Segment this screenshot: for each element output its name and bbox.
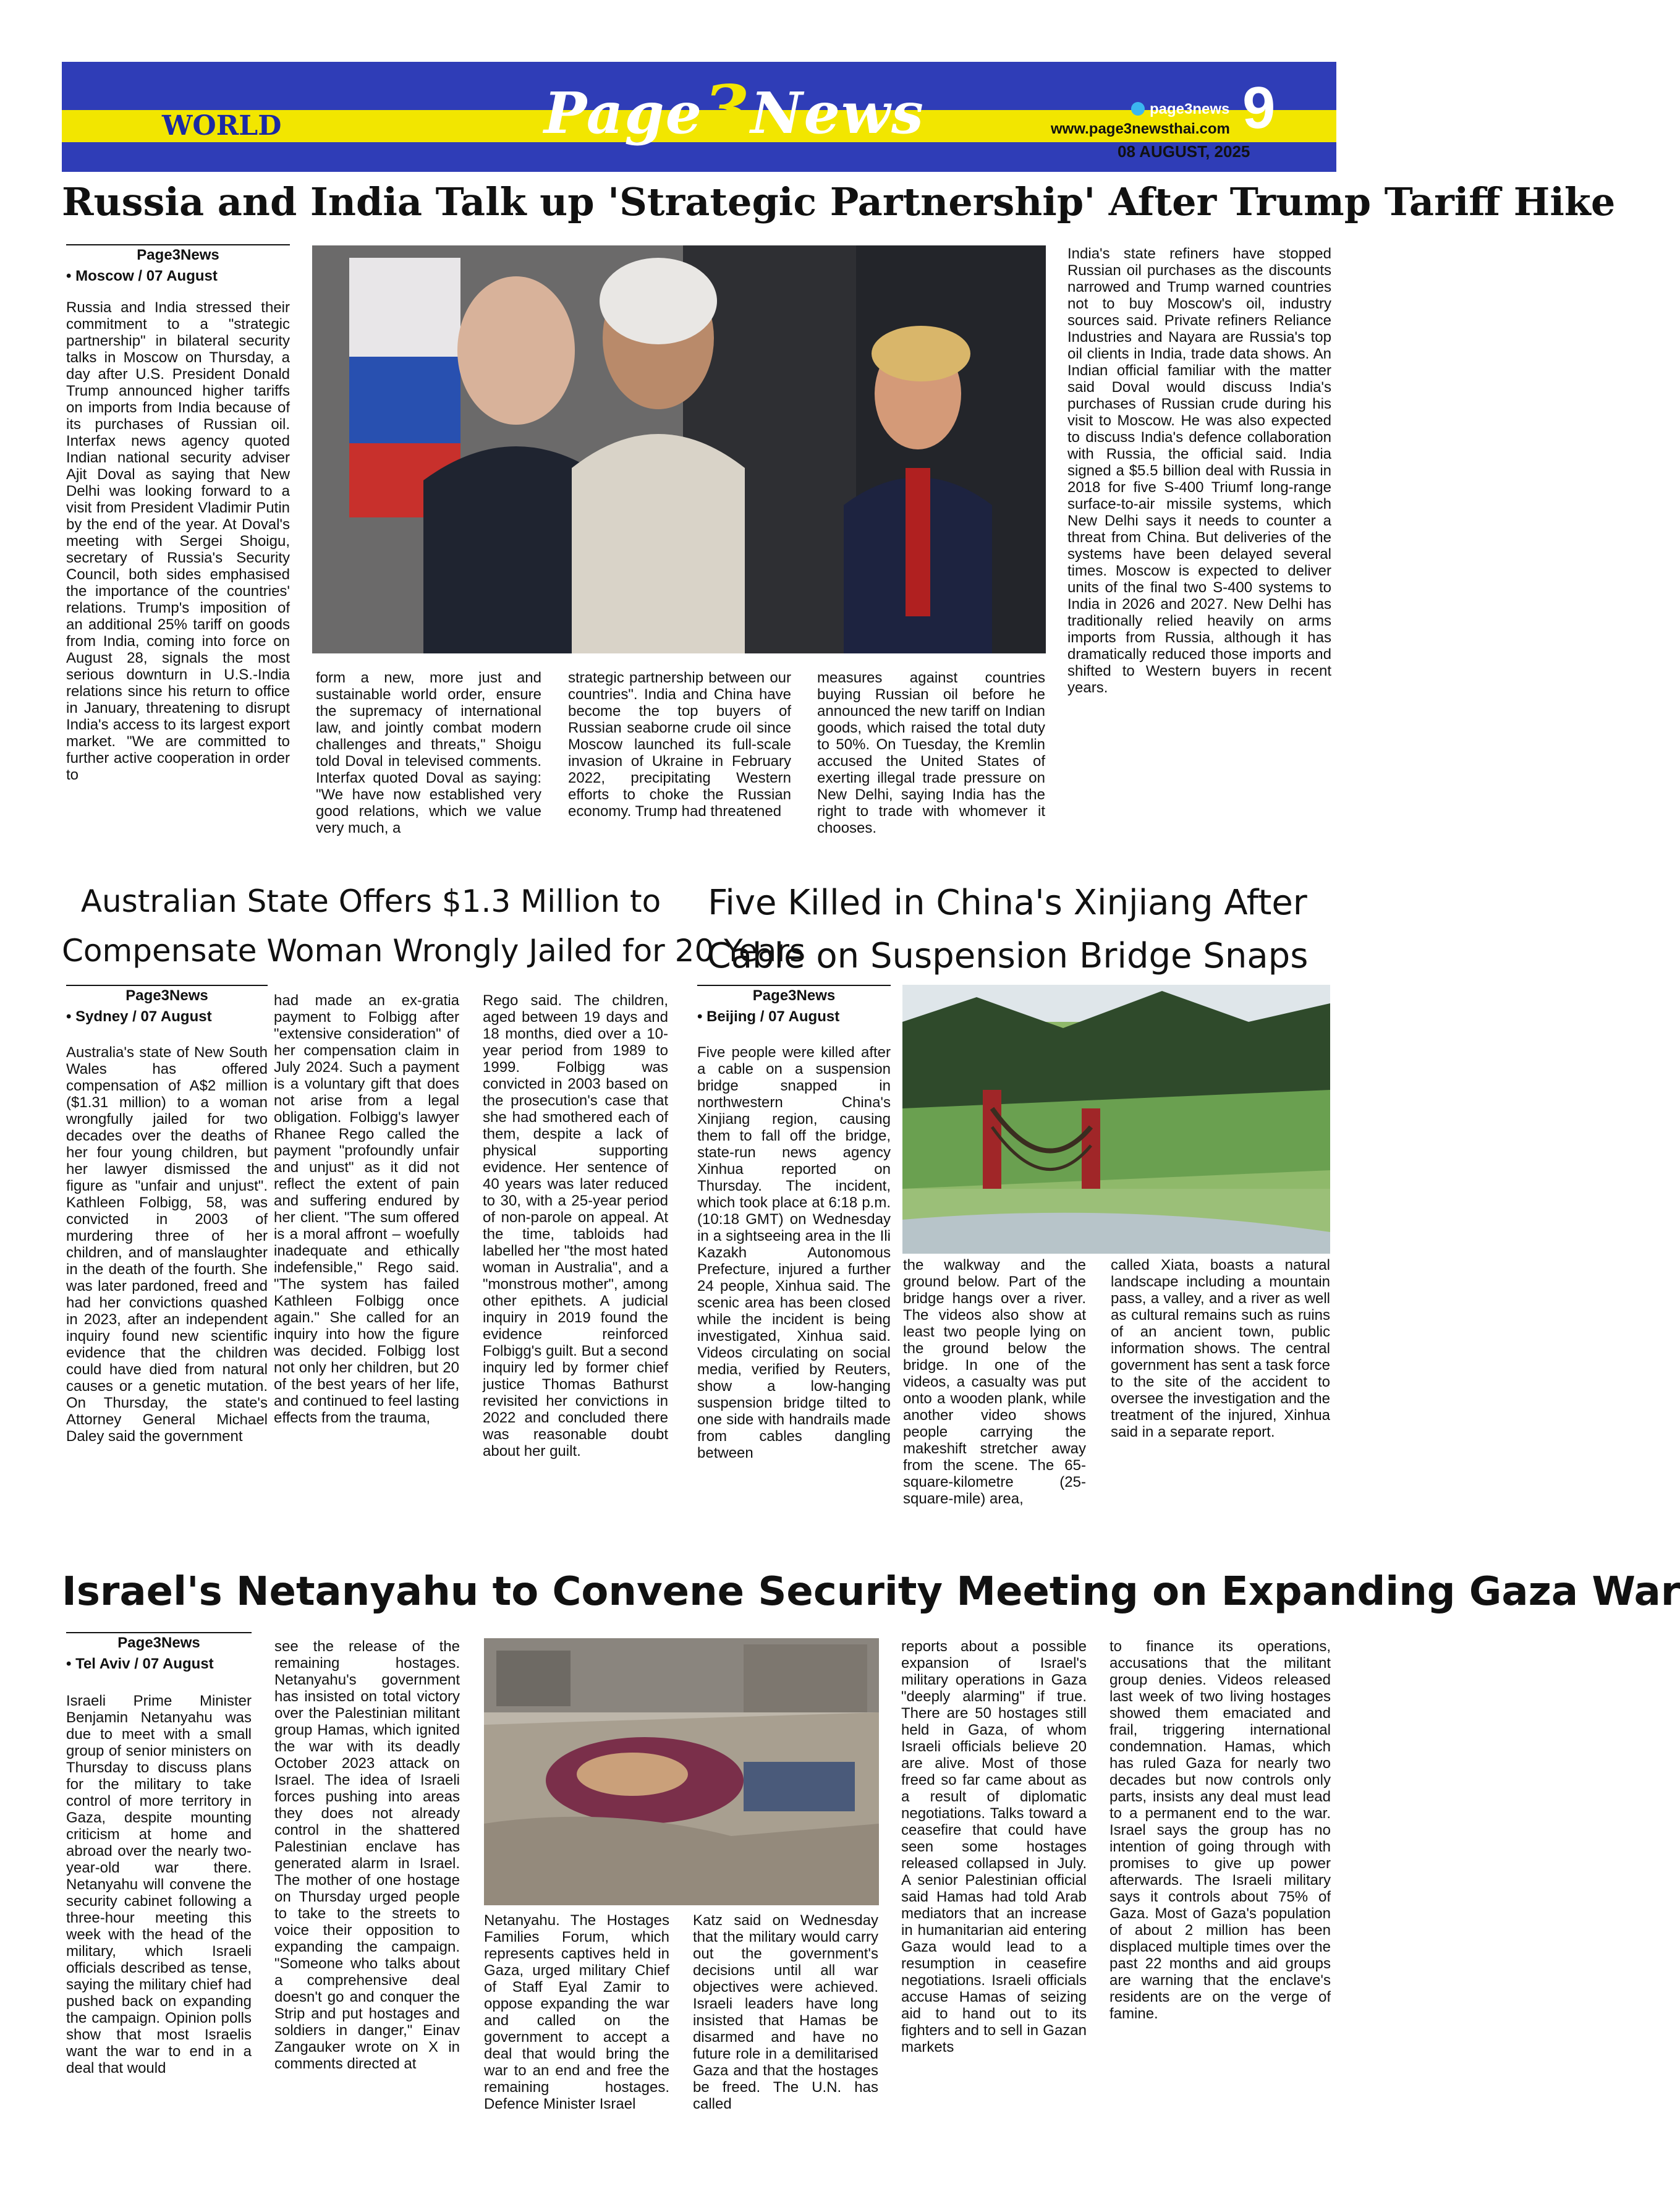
article4-column-6: to finance its operations, accusations that the militant group denies. Videos released last week of two living hostages showed them emaciated and frail, triggering international condemnation. Hamas, which has ruled Gaza for nearly two decades but now controls only parts, insists any deal must lead to a permanent end to the war. Israel says the group has no intention of going through with promises to give up power afterwards. The Israeli military says it controls about 75% of Gaza. Most of Gaza's population of about 2 million has been displaced multiple times over the past 22 months and aid groups are warning that the enclave's residents are on the verge of famine. bbox=[1109, 1638, 1331, 2022]
article2-column-3: Rego said. The children, aged between 19 days and 18 months, died over a 10-year period from 1989 to 1999. Folbigg was convicted in 2003 based on the prosecution's case that she had smothered each of them, despite a lack of physical supporting evidence. Her sentence of 40 years was later reduced to 30, with a 25-year period of non-parole on appeal. At the time, tabloids had labelled her "the most hated woman in Australia", and a "monstrous mother", among other epithets. A judicial inquiry in 2019 found the evidence reinforced Folbigg's guilt. But a second inquiry led by former chief justice Thomas Bathurst revisited her convictions in 2022 and concluded there was reasonable doubt about her guilt. bbox=[483, 992, 668, 1460]
article2-column-1: Australia's state of New South Wales has offered compensation of A$2 million ($1.31 million) to a woman wrongfully jailed for two decades over the deaths of her four young children, but her lawyer dismissed the figure as "unfair and unjust". Kathleen Folbigg, 58, was convicted in 2003 of murdering three of her children, and of manslaughter in the death of the fourth. She was later pardoned, freed and had her convictions quashed in 2023, after an independent inquiry found new scientific evidence that the children could have died from natural causes or a genetic mutation. On Thursday, the state's Attorney General Michael Daley said the government bbox=[66, 1044, 268, 1445]
article1-column-4: measures against countries buying Russian oil before he announced the new tariff on Indian goods, which raised the total duty to 50%. On Tuesday, the Kremlin accused the United States of exerting illegal trade pressure on New Delhi, saying India has the right to trade with whomever it chooses. bbox=[817, 670, 1045, 836]
photo-gaza-rubble bbox=[484, 1638, 879, 1905]
byline-article3: Page3News • Beijing / 07 August bbox=[697, 985, 891, 1026]
headline-xinjiang: Five Killed in China's Xinjiang After Cable on Suspension Bridge Snaps bbox=[706, 883, 1309, 976]
article1-column-1: Russia and India stressed their commitment to a "strategic partnership" in bilateral security talks in Moscow on Thursday, a day after U.S. President Donald Trump announced higher tariffs on imports from India because of its purchases of Russian oil. Interfax news agency quoted Indian national security adviser Ajit Doval as saying that New Delhi was looking forward to a visit from President Vladimir Putin by the end of the year. At Doval's meeting with Sergei Shoigu, secretary of Russia's Security Council, both sides emphasised the importance of the countries' relations. Trump's imposition of an additional 25% tariff on goods from India, coming into force on August 28, signals the most serious downturn in U.S.-India relations since his return to office in January, threatening to disrupt India's access to its largest export market. "We are committed to further active cooperation in order to bbox=[66, 299, 290, 783]
section-label: WORLD bbox=[162, 110, 282, 142]
article2-column-2: had made an ex-gratia payment to Folbigg after "extensive consideration" of her compensation claim in July 2024. Such a payment is a voluntary gift that does not arise from a legal obligation. Folbigg's lawyer Rhanee Rego called the payment "profoundly unfair and unjust" as it did not reflect the extent of pain and suffering endured by her client. "The sum offered is a moral affront – woefully inadequate and ethically indefensible," Rego said. "The system has failed Kathleen Folbigg once again." She called for an inquiry into how the figure was decided. Folbigg lost not only her children, but 20 of the best years of her life, and continued to feel lasting effects from the trauma, bbox=[274, 992, 459, 1426]
article4-column-3: Netanyahu. The Hostages Families Forum, which represents captives held in Gaza, urged military Chief of Staff Eyal Zamir to oppose expanding the war and called on the government to accept a deal that would bring the war to an end and free the remaining hostages. Defence Minister Israel bbox=[484, 1912, 669, 2112]
article4-column-1: Israeli Prime Minister Benjamin Netanyahu was due to meet with a small group of senior ministers on Thursday to discuss plans for the military to take control of more territory in Gaza, despite mounting criticism at home and abroad over the nearly two-year-old war there. Netanyahu will convene the security cabinet following a three-hour meeting this week with the head of the military, which Israeli officials described as tense, saying the military chief had pushed back on expanding the campaign. Opinion polls show that most Israelis want the war to end in a deal that would bbox=[66, 1693, 252, 2077]
headline-netanyahu: Israel's Netanyahu to Convene Security Meeting on Expanding Gaza War bbox=[62, 1569, 1680, 1615]
article3-column-3: called Xiata, boasts a natural landscape including a mountain pass, a valley, and a river as well as cultural remains such as ruins of an ancient town, public information shows. The central government has sent a task force to the site of the accident to oversee the investigation and the treatment of the injured, Xinhua said in a separate report. bbox=[1111, 1257, 1330, 1440]
article1-column-5: India's state refiners have stopped Russian oil purchases as the discounts narrowed and Trump warned countries not to buy Moscow's oil, industry sources said. Private refiners Reliance Industries and Nayara are Russia's top oil clients in India, trade data shows. An Indian official familiar with the matter said Doval would discuss India's purchases of Russian crude during his visit to Moscow. He was also expected to discuss India's defence collaboration with Russia, the official said. India signed a $5.5 billion deal with Russia in 2018 for five S-400 Triumf long-range surface-to-air missile systems, which New Delhi says it needs to counter a threat from China. But deliveries of the systems have been delayed several times. Moscow is expected to deliver units of the final two S-400 systems to India in 2026 and 2027. New Delhi has traditionally relied heavily on arms imports from Russia, although it has dramatically reduced those imports and shifted to Western buyers in recent years. bbox=[1067, 245, 1331, 696]
brand-logo: Page3News bbox=[544, 71, 925, 149]
article1-column-3: strategic partnership between our countries". India and China have become the top buyers of Russian seaborne crude oil since Moscow launched its full-scale invasion of Ukraine in February 2022, precipitating Western efforts to choke the Russian economy. Trump had threatened bbox=[568, 670, 791, 820]
photo-suspension-bridge bbox=[902, 985, 1330, 1254]
photo-putin-modi-trump bbox=[312, 245, 1046, 653]
article4-column-2: see the release of the remaining hostages. Netanyahu's government has insisted on total victory over the Palestinian militant group Hamas, which ignited the war with its deadly October 2023 attack on Israel. The idea of Israeli forces pushing into areas they does not already control in the shattered Palestinian enclave has generated alarm in Israel. The mother of one hostage on Thursday urged people to take to the streets to voice their opposition to expanding the campaign. "Someone who talks about a comprehensive deal doesn't go and conquer the Strip and put hostages and soldiers in danger," Einav Zangauker wrote on X in comments directed at bbox=[274, 1638, 460, 2072]
byline-article1: Page3News • Moscow / 07 August bbox=[66, 244, 290, 285]
byline-article2: Page3News • Sydney / 07 August bbox=[66, 985, 268, 1026]
facebook-icon bbox=[1131, 102, 1145, 116]
article1-column-2: form a new, more just and sustainable world order, ensure the supremacy of international law, and jointly combat modern challenges and threats," Shoigu told Doval in televised comments. Interfax quoted Doval as saying: "We have now established very good relations, which we value very much, a bbox=[316, 670, 541, 836]
headline-australia: Australian State Offers $1.3 Million to Compensate Woman Wrongly Jailed for 20 Years bbox=[62, 883, 806, 969]
byline-article4: Page3News • Tel Aviv / 07 August bbox=[66, 1632, 252, 1673]
headline-russia-india: Russia and India Talk up 'Strategic Partnership' After Trump Tariff Hike bbox=[62, 179, 1616, 224]
website-url: www.page3newsthai.com bbox=[1051, 121, 1230, 137]
article4-column-5: reports about a possible expansion of Israel's military operations in Gaza "deeply alarming" if true. There are 50 hostages still held in Gaza, of whom Israeli officials believe 20 are alive. Most of those freed so far came about as a result of diplomatic negotiations. Talks toward a ceasefire that could have seen some hostages released collapsed in July. A senior Palestinian official said Hamas had told Arab mediators that an increase in humanitarian aid entering Gaza would lead to a resumption in ceasefire negotiations. Israeli officials accuse Hamas of seizing aid to hand out to its fighters and to sell in Gazan markets bbox=[901, 1638, 1087, 2055]
article4-column-4: Katz said on Wednesday that the military would carry out the government's decisions until all war objectives were achieved. Israeli leaders have long insisted that Hamas be disarmed and have no future role in a demilitarised Gaza and that the hostages be freed. The U.N. has called bbox=[693, 1912, 878, 2112]
article3-column-2: the walkway and the ground below. Part of the bridge hangs over a river. The videos also show at least two people lying on the ground below the bridge. In one of the videos, a casualty was put onto a wooden plank, while another video shows people carrying the makeshift stretcher away from the scene. The 65-square-kilometre (25-square-mile) area, bbox=[903, 1257, 1086, 1507]
article3-column-1: Five people were killed after a cable on a suspension bridge snapped in northwestern China's Xinjiang region, causing them to fall off the bridge, state-run news agency Xinhua reported on Thursday. The incident, which took place at 6:18 p.m. (10:18 GMT) on Wednesday in a sightseeing area in the Ili Kazakh Autonomous Prefecture, injured a further 24 people, Xinhua said. The scenic area has been closed while the incident is being investigated, Xinhua said. Videos circulating on social media, verified by Reuters, show a low-hanging suspension bridge tilted to one side with handrails made from cables dangling between bbox=[697, 1044, 891, 1461]
social-handle: page3news bbox=[1131, 101, 1229, 118]
page-number: 9 bbox=[1242, 75, 1276, 141]
issue-date: 08 AUGUST, 2025 bbox=[1118, 142, 1250, 161]
